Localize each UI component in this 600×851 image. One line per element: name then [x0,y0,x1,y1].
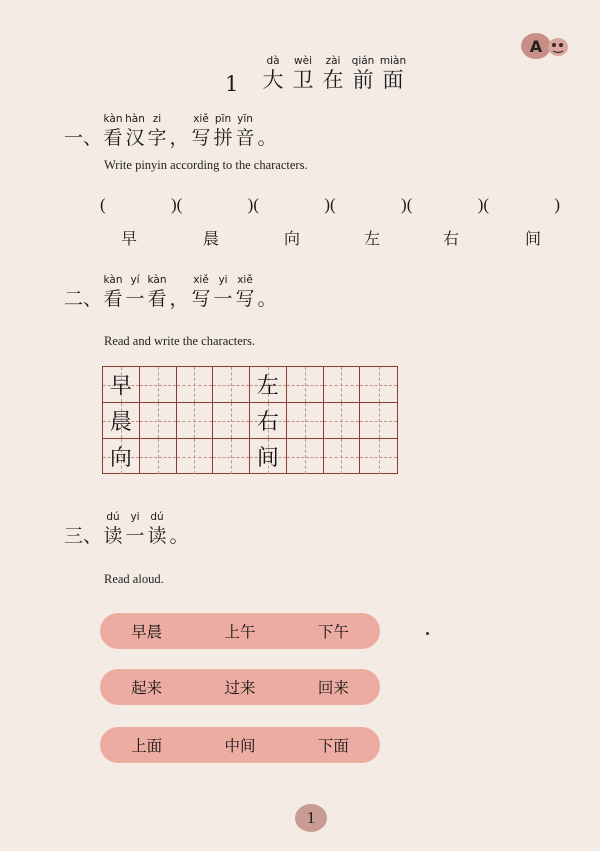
level-badge: A [521,33,551,59]
grid-character: 晨 [109,410,132,435]
hanzi: 一 [213,288,233,310]
section-2-heading [64,273,278,311]
section-2-number: 二、 [64,288,103,310]
grid-row [103,403,397,439]
grid-cell-blank[interactable] [324,439,361,474]
grid-character: 右 [256,410,279,435]
grid-cell-model [250,367,287,402]
grid-cell-model [103,367,140,402]
grid-cell-blank[interactable] [140,367,177,402]
pinyin [256,273,278,287]
section-3-number: 三、 [64,525,103,547]
ruby-char [124,112,146,150]
ruby-char [102,510,124,548]
answer-blank[interactable]: ( ) [483,195,561,214]
word: 下面 [317,737,349,755]
ruby-char [234,273,256,311]
grid-cell-blank[interactable] [140,403,177,438]
hanzi: ， [169,127,189,149]
pinyin: xiě [237,274,253,286]
pinyin: yi [218,274,228,286]
hanzi: 。 [257,288,277,310]
grid-cell-blank[interactable] [177,439,214,474]
grid-row [103,439,397,474]
pinyin: dú [150,511,164,523]
pinyin [168,273,190,287]
pinyin [168,112,190,126]
character-2: 晨 [203,229,220,248]
section-2-instruction: Read and write the characters. [104,334,255,348]
grid-cell-blank[interactable] [287,403,324,438]
grid-character: 左 [256,374,279,399]
pinyin: zài [325,55,341,67]
grid-character: 早 [109,374,132,399]
lesson-number: 1 [225,72,239,96]
ruby-char [212,273,234,311]
ruby-char [348,54,378,92]
ruby-char [256,273,278,311]
hanzi: 汉 [125,127,145,149]
answer-blank[interactable]: ( ) [253,195,331,214]
hanzi: 前 [352,68,374,92]
pinyin: hàn [125,113,145,125]
grid-character: 间 [256,446,279,471]
ruby-char [102,112,124,150]
ruby-char [146,510,168,548]
ruby-char [124,273,146,311]
grid-cell-model [250,403,287,438]
word: 下午 [317,623,349,641]
ruby-char [256,112,278,150]
ink-dot [426,632,429,635]
hanzi: 读 [147,525,167,547]
answer-blank[interactable]: ( ) [406,195,484,214]
answer-blank[interactable]: ( ) [330,195,407,214]
hanzi: 看 [103,127,123,149]
grid-cell-blank[interactable] [213,403,250,438]
page-number: 1 [295,804,327,832]
pinyin: xiě [193,274,209,286]
grid-cell-blank[interactable] [360,439,397,474]
pinyin: miàn [379,55,407,67]
hanzi: ， [169,288,189,310]
character-5: 右 [443,229,460,248]
ruby-char [190,273,212,311]
pinyin: dà [266,55,280,67]
writing-grid [102,366,398,474]
grid-cell-blank[interactable] [324,403,361,438]
grid-row [103,367,397,403]
hanzi: 写 [191,288,211,310]
hanzi: 在 [322,68,344,92]
hanzi: 拼 [213,127,233,149]
grid-cell-blank[interactable] [177,403,214,438]
hanzi: 一 [125,288,145,310]
hanzi: 写 [235,288,255,310]
reading-row-1 [100,613,380,649]
character-3: 向 [284,229,301,248]
pinyin: xiě [193,113,209,125]
word: 中间 [224,737,256,755]
character-1: 早 [121,229,138,248]
ruby-char [168,510,190,548]
pinyin: kàn [103,274,123,286]
reading-row-3 [100,727,380,763]
hanzi: 看 [147,288,167,310]
pinyin [168,510,190,524]
hanzi: 。 [257,127,277,149]
pinyin: qián [351,55,375,67]
hanzi: 写 [191,127,211,149]
word: 过来 [224,679,256,697]
pinyin: wèi [294,55,312,67]
hanzi: 读 [103,525,123,547]
pinyin [256,112,278,126]
grid-cell-blank[interactable] [213,367,250,402]
grid-cell-blank[interactable] [140,439,177,474]
pinyin: kàn [103,113,123,125]
pinyin: zi [152,113,162,125]
ruby-char [168,112,190,150]
hanzi: 卫 [292,68,314,92]
grid-character: 向 [109,446,132,471]
ruby-char [378,54,408,92]
grid-cell-blank[interactable] [324,367,361,402]
hanzi: 面 [382,68,404,92]
pinyin: yīn [237,113,253,125]
ruby-char [258,54,288,92]
hanzi: 。 [169,525,189,547]
lesson-title [258,54,408,92]
ruby-char [318,54,348,92]
grid-cell-model [103,439,140,474]
grid-cell-model [250,439,287,474]
pinyin: kàn [147,274,167,286]
ruby-char [288,54,318,92]
hanzi: 字 [147,127,167,149]
word: 上面 [131,737,163,755]
reading-row-2 [100,669,380,705]
pinyin: dú [106,511,120,523]
character-4: 左 [364,229,381,248]
grid-cell-blank[interactable] [213,439,250,474]
pinyin: pīn [214,113,232,125]
section-3-instruction: Read aloud. [104,572,164,586]
hanzi: 音 [235,127,255,149]
ruby-char [146,112,168,150]
mascot-icon [545,34,571,58]
grid-cell-blank[interactable] [177,367,214,402]
word: 早晨 [131,623,163,641]
grid-cell-blank[interactable] [360,403,397,438]
hanzi: 大 [262,68,284,92]
character-6: 间 [525,229,542,248]
hanzi: 一 [125,525,145,547]
pinyin: yi [130,511,140,523]
section-3-heading [64,510,190,548]
ruby-char [146,273,168,311]
grid-cell-blank[interactable] [360,367,397,402]
ruby-char [102,273,124,311]
pinyin: yí [130,274,140,286]
answer-blank[interactable]: ( ) [100,195,177,214]
pinyin-answer-blanks [100,195,560,215]
word: 起来 [131,679,163,697]
grid-cell-blank[interactable] [287,439,324,474]
word: 上午 [224,623,256,641]
grid-cell-model [103,403,140,438]
ruby-char [212,112,234,150]
grid-cell-blank[interactable] [287,367,324,402]
word: 回来 [317,679,349,697]
ruby-char [234,112,256,150]
ruby-char [168,273,190,311]
hanzi: 看 [103,288,123,310]
section-1-heading [64,112,278,150]
answer-blank[interactable]: ( ) [176,195,254,214]
ruby-char [190,112,212,150]
section-1-instruction: Write pinyin according to the characters. [104,158,308,172]
ruby-char [124,510,146,548]
section-1-number: 一、 [64,127,103,149]
